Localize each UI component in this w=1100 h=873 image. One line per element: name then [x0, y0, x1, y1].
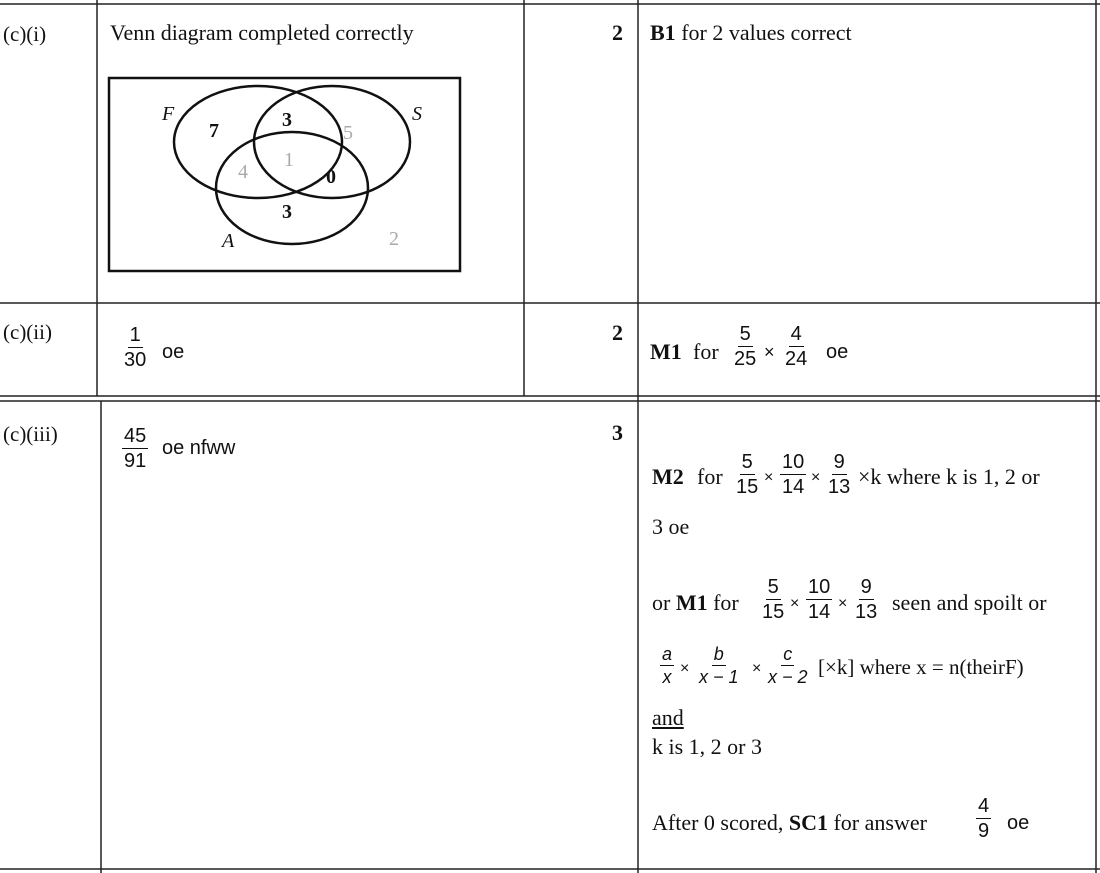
venn-value-a-only: 3 [282, 201, 292, 223]
notes-bold: B1 [650, 20, 676, 45]
fraction-2: $\frac{4}{24}$ [785, 323, 808, 370]
m2-fraction-3: $\frac{9}{13}$ [828, 451, 851, 498]
notes-text [650, 22, 852, 44]
alg-fraction-1: $\frac{a}{x}$ [662, 644, 673, 687]
method-mark-m2: M2 [652, 464, 684, 489]
m1-fraction-3: $\frac{9}{13}$ [855, 576, 878, 623]
times-sign: × [764, 342, 775, 362]
venn-value-s-only: 5 [343, 122, 353, 144]
method-mark: M1 [650, 339, 682, 364]
m2-fraction-1: $\frac{5}{15}$ [736, 451, 759, 498]
answer-text: Venn diagram completed correctly [110, 20, 414, 45]
marks-value: 3 [612, 420, 623, 445]
m1-fraction-1: $\frac{5}{15}$ [762, 576, 785, 623]
answer-suffix: oe nfww [162, 437, 236, 459]
notes-detail: for 2 values correct [681, 20, 852, 45]
venn-value-f-s: 3 [282, 109, 292, 131]
part-label: (c)(ii) [3, 320, 52, 344]
m2-line-2: 3 oe [652, 514, 690, 539]
sc-fraction: $\frac{4}{9}$ [978, 795, 990, 842]
and-text: and [652, 705, 684, 730]
method-for: for [693, 339, 719, 364]
part-label: (c)(i) [3, 22, 47, 46]
marks-value: 2 [612, 20, 623, 45]
sc-oe: oe [1007, 812, 1030, 834]
venn-circle-f [174, 86, 342, 198]
answer-suffix: oe [162, 341, 185, 363]
alg-tail: [×k] where x = n(theirF) [818, 655, 1024, 679]
oe-text: oe [826, 341, 849, 363]
m2-tail: ×k where k is 1, 2 or [858, 464, 1040, 489]
venn-value-f-only: 7 [209, 120, 219, 142]
venn-value-centre: 1 [284, 149, 294, 171]
m1-tail: seen and spoilt or [892, 590, 1047, 615]
venn-value-s-a: 0 [326, 166, 336, 188]
alg-fraction-3: $\frac{c}{x - 2}$ [768, 644, 808, 687]
venn-value-outside: 2 [389, 228, 399, 250]
or-text: or M1 for [652, 590, 739, 615]
marks-value: 2 [612, 320, 623, 345]
venn-label-s: S [412, 103, 422, 125]
venn-label-a: A [222, 230, 235, 252]
venn-value-f-a: 4 [238, 161, 248, 183]
part-label: (c)(iii) [3, 422, 58, 446]
m1-fraction-2: $\frac{10}{14}$ [808, 576, 831, 623]
alg-fraction-2: $\frac{b}{x - 1}$ [699, 644, 739, 687]
after-text: After 0 scored, SC1 for answer [652, 810, 927, 835]
method-for: for [697, 464, 723, 489]
answer-fraction: $\frac{1}{30}$ [124, 324, 147, 371]
m2-fraction-2: $\frac{10}{14}$ [782, 451, 805, 498]
fraction-1: $\frac{5}{25}$ [734, 323, 757, 370]
answer-fraction: $\frac{45}{91}$ [124, 425, 147, 472]
venn-label-f: F [162, 103, 175, 125]
k-line: k is 1, 2 or 3 [652, 734, 762, 759]
